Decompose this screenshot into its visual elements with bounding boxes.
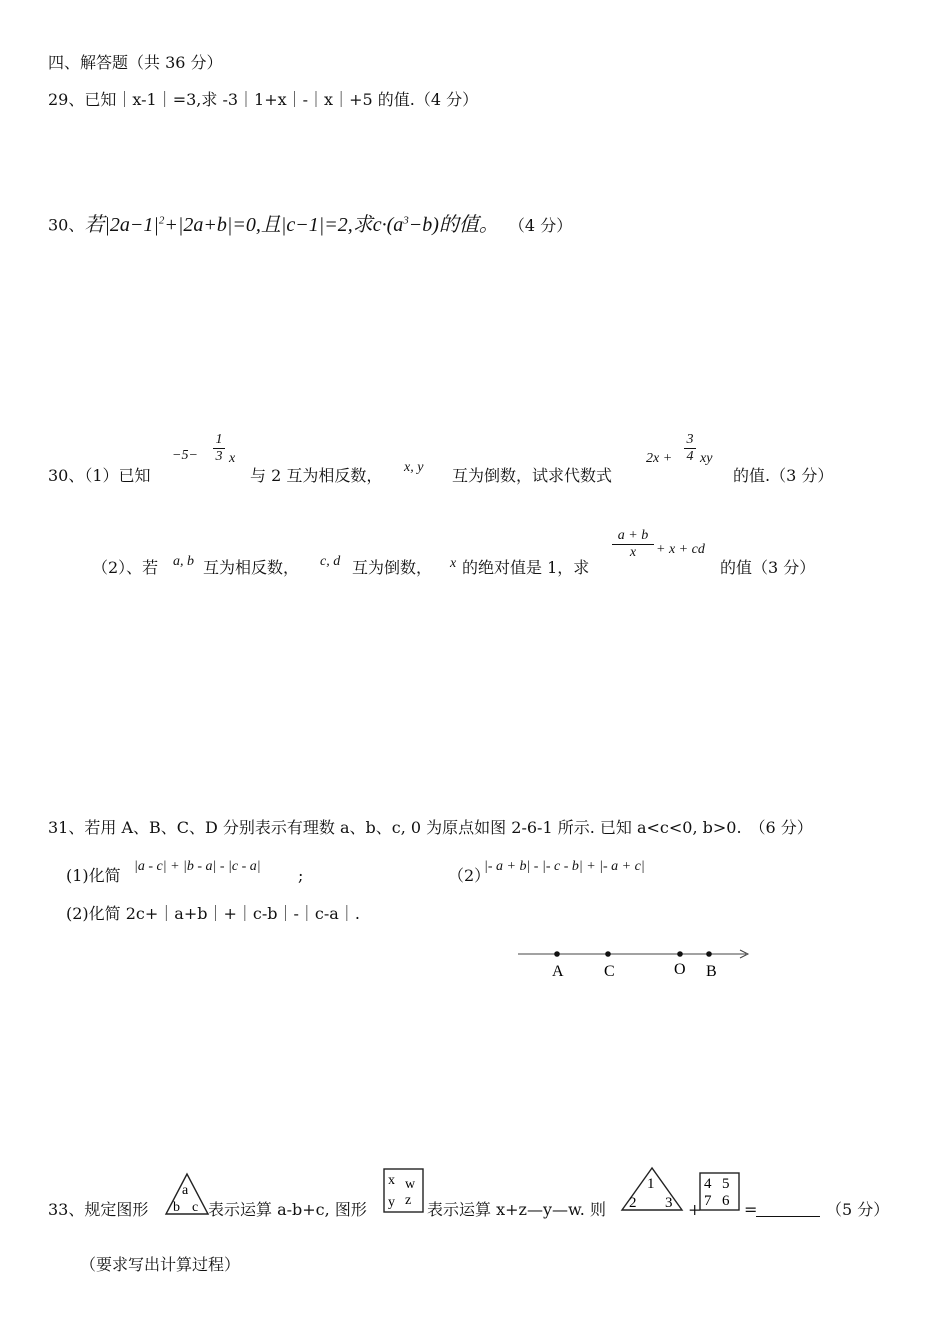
variable-x: x — [450, 556, 457, 571]
point-c — [605, 951, 611, 957]
part-label: （2）、若 — [92, 558, 159, 577]
simplify-expression-2: |- a + b| - |- c - b| + |- a + c| — [484, 859, 645, 874]
answer-blank[interactable] — [756, 1202, 820, 1217]
fraction-denominator: x — [629, 545, 637, 560]
triangle-label-a: a — [182, 1183, 189, 1198]
text-segment: 互为倒数， — [352, 558, 433, 577]
point-a — [554, 951, 560, 957]
text-segment: 互为倒数，试求代数式 — [452, 466, 613, 485]
triangle-number-1: 1 — [647, 1176, 655, 1192]
question-33-lead: 33、规定图形 — [48, 1200, 149, 1219]
square-example-figure — [699, 1172, 741, 1212]
variables-xy: x, y — [404, 460, 424, 475]
exponent: 3 — [403, 214, 409, 226]
triangle-label-b: b — [173, 1200, 180, 1215]
text-segment: 表示运算 a-b+c, 图形 — [208, 1200, 367, 1219]
text-segment: 的值.（3 分） — [733, 466, 834, 485]
expr-part: −b)的值。 — [408, 213, 499, 236]
question-31-part-3: (2)化简 2c+｜a+b｜+｜c-b｜-｜c-a｜. — [66, 904, 360, 923]
label-o: O — [674, 961, 686, 978]
fraction-1 — [213, 432, 225, 465]
question-30a — [48, 210, 572, 236]
square-label-z: z — [405, 1193, 412, 1208]
square-number-6: 6 — [722, 1193, 730, 1209]
simplify-expression-1: |a - c| + |b - a| - |c - a| — [134, 859, 261, 874]
question-number: 30、 — [48, 466, 85, 485]
square-label-y: y — [388, 1195, 395, 1210]
fraction-1-lead: −5− — [172, 448, 198, 463]
question-33-note: （要求写出计算过程） — [80, 1255, 241, 1274]
fraction-numerator: 3 — [686, 432, 694, 447]
section-heading: 四、解答题（共 36 分） — [48, 53, 223, 72]
points: （5 分） — [826, 1200, 890, 1219]
fraction-numerator: 1 — [215, 432, 223, 447]
square-number-4: 4 — [704, 1176, 712, 1192]
expr-part: 若|2a−1| — [84, 213, 159, 236]
plus-sign: + — [688, 1200, 702, 1219]
text-segment: 互为相反数， — [203, 558, 300, 577]
fraction-2-lead: 2x + — [646, 451, 673, 466]
points: （4 分） — [516, 215, 573, 235]
expr-part: +|2a+b|=0,且|c−1|=2,求c·(a — [164, 213, 404, 236]
equals-sign: = — [744, 1200, 758, 1219]
part-label: (1)化简 — [66, 866, 121, 885]
triangle-operation-figure — [164, 1172, 210, 1216]
triangle-label-c: c — [192, 1200, 199, 1215]
fraction-1-tail: x — [229, 451, 236, 466]
variables-ab: a, b — [173, 554, 194, 569]
fraction-numerator: a + b — [617, 528, 649, 543]
question-29: 29、已知｜x-1｜=3,求 -3｜1+x｜-｜x｜+5 的值.（4 分） — [48, 90, 479, 109]
number-line — [510, 940, 760, 984]
text-segment: 的绝对值是 1，求 — [462, 558, 590, 577]
exponent: 2 — [158, 214, 165, 226]
point-o — [677, 951, 683, 957]
label-b: B — [706, 963, 717, 980]
square-label-x: x — [388, 1173, 395, 1188]
square-number-7: 7 — [704, 1193, 712, 1209]
part-label: （2） — [448, 866, 491, 885]
fraction-2 — [684, 432, 696, 465]
fraction-denominator: 4 — [686, 449, 694, 464]
square-number-5: 5 — [722, 1176, 730, 1192]
point-b — [706, 951, 712, 957]
semicolon: ; — [298, 866, 304, 885]
question-30b-part1 — [48, 466, 151, 486]
text-segment: 的值（3 分） — [720, 558, 816, 577]
question-number: 30、 — [48, 215, 85, 235]
square-label-w: w — [405, 1177, 416, 1192]
fraction-2-tail: xy — [700, 451, 713, 466]
question-31: 31、若用 A、B、C、D 分别表示有理数 a、b、c, 0 为原点如图 2-6-1 所示. 已知 a<c<0, b>0. （6 分） — [48, 818, 813, 837]
triangle-number-2: 2 — [629, 1195, 637, 1211]
triangle-number-3: 3 — [665, 1195, 673, 1211]
fraction-denominator: 3 — [215, 449, 223, 464]
fraction-3 — [612, 528, 654, 561]
question-30a-expression — [84, 214, 499, 236]
part-label: （1）已知 — [84, 466, 151, 485]
variables-cd: c, d — [320, 554, 341, 569]
text-segment: 表示运算 x+z—y—w. 则 — [427, 1200, 606, 1219]
label-c: C — [604, 963, 615, 980]
square-operation-figure — [383, 1168, 425, 1214]
fraction-3-tail: + x + cd — [656, 542, 705, 557]
text-segment: 与 2 互为相反数， — [250, 466, 383, 485]
triangle-example-figure — [620, 1166, 684, 1214]
label-a: A — [552, 963, 564, 980]
